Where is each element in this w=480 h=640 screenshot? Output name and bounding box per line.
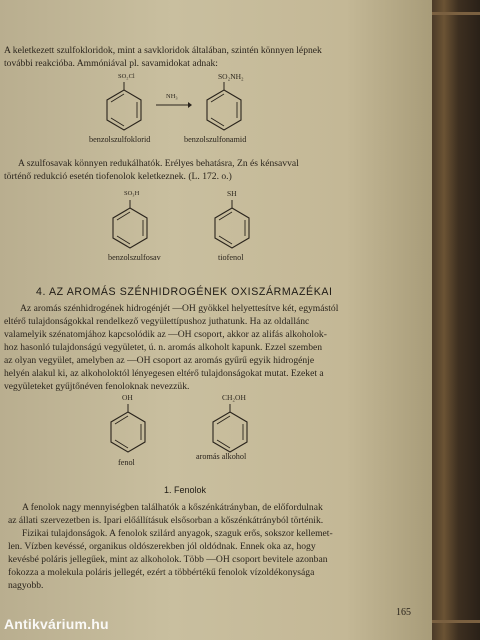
- para2-line-5: kevésbé poláris jellegűek, mint az alkoholok. Több —OH csoport bevitele azonban: [8, 554, 328, 565]
- para1-line-6: helyén alakul ki, az alkoholoktól lényegesen eltérő tulajdonságokat mutat. Ezeket a: [4, 368, 324, 379]
- reduction-line-2: történő redukció esetén tiofenolok keletkeznek. (L. 172. o.): [4, 171, 232, 182]
- intro-line-2: további reakcióba. Ammóniával pl. savamidokat adnak:: [4, 58, 218, 69]
- benzene-ring-benzyl-alcohol: [210, 404, 250, 454]
- substituent-so2cl: SO₂Cl: [118, 73, 135, 80]
- para1-line-3: valamelyik szénatomjához kapcsolódik az —OH csoport, akkor az alifás alkoholok-: [4, 329, 327, 340]
- arrow-reagent-nh3: NH₃: [166, 93, 178, 100]
- page-number: 165: [396, 607, 411, 618]
- section-heading: 4. AZ AROMÁS SZÉNHIDROGÉNEK OXISZÁRMAZÉKAI: [36, 286, 333, 298]
- substituent-so3h: SO₃H: [124, 190, 140, 197]
- label-tiofenol: tiofenol: [218, 253, 244, 262]
- substituent-oh: OH: [122, 393, 133, 402]
- para1-line-4: hoz hasonló tulajdonságú vegyületet, ú. n. aromás alkoholt kapunk. Ezzel szemben: [4, 342, 323, 353]
- para2-line-4: len. Vízben kevéssé, organikus oldószerekben jól oldódnak. Ennek oka az, hogy: [8, 541, 316, 552]
- label-benzolszulfosav: benzolszulfosav: [108, 253, 161, 262]
- para2-line-1: A fenolok nagy mennyiségben találhatók a kőszénkátrányban, de előfordulnak: [22, 502, 323, 513]
- label-aromas-alkohol: aromás alkohol: [196, 452, 247, 461]
- watermark: Antikvárium.hu: [4, 616, 109, 632]
- intro-line-1: A keletkezett szulfokloridok, mint a savkloridok általában, szintén könnyen lépnek: [4, 45, 322, 56]
- reduction-line-1: A szulfosavak könnyen redukálhatók. Erélyes behatásra, Zn és kénsavval: [18, 158, 299, 169]
- para1-line-1: Az aromás szénhidrogének hidrogénjét —OH gyökkel helyettesítve két, egymástól: [20, 303, 339, 314]
- subheading-fenolok: 1. Fenolok: [164, 485, 207, 495]
- para1-line-5: az olyan vegyület, amelyben az —OH csoport az aromás gyűrű egyik hidrogénje: [4, 355, 315, 366]
- benzene-ring-sulfonamide: [204, 82, 244, 132]
- para2-line-3: Fizikai tulajdonságok. A fenolok szilárd anyagok, szaguk erős, sokszor kellemet-: [22, 528, 333, 539]
- para2-line-6: fokozza a molekula poláris jellegét, ezért a többértékű fenolok vízoldékonysága: [8, 567, 315, 578]
- substituent-ch2oh: CH₂OH: [222, 393, 246, 402]
- para2-line-7: nagyobb.: [8, 580, 44, 591]
- para2-line-2: az állati szervezetben is. Ipari előállításuk elsősorban a kőszénkátrányból történik.: [8, 515, 324, 526]
- benzene-ring-sulfonic-acid: [110, 200, 150, 250]
- benzene-ring-thiophenol: [212, 200, 252, 250]
- spine-band-bottom: [432, 620, 480, 623]
- para1-line-7: vegyületeket gyűjtőnéven fenoloknak nevezzük.: [4, 381, 190, 392]
- spine-band-top: [432, 12, 480, 15]
- para1-line-2: eltérő tulajdonságokkal rendelkező vegyülettípushoz juthatunk. Ha az oldallánc: [4, 316, 310, 327]
- benzene-ring-phenol: [108, 404, 148, 454]
- book-spine: [432, 0, 480, 640]
- substituent-so2nh2: SO₂NH₂: [218, 72, 244, 81]
- benzene-ring-sulfochloride: [104, 82, 144, 132]
- reaction-arrow: [156, 101, 192, 109]
- label-fenol: fenol: [118, 458, 135, 467]
- substituent-sh: SH: [227, 189, 237, 198]
- label-benzolszulfoklorid: benzolszulfoklorid: [89, 135, 151, 144]
- label-benzolszulfonamid: benzolszulfonamid: [184, 135, 247, 144]
